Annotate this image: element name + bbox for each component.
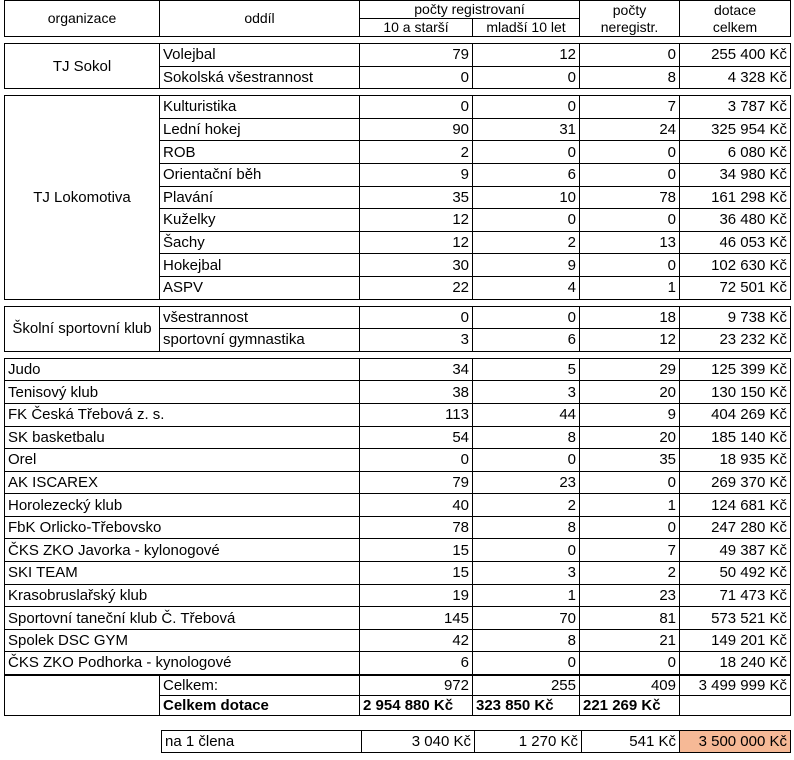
per-member-total: 3 500 000 Kč <box>680 731 791 753</box>
count-neregistr: 18 <box>580 306 680 329</box>
total-starsi: 972 <box>360 675 473 696</box>
subsidy-amount: 18 240 Kč <box>680 652 791 675</box>
subsidy-amount: 124 681 Kč <box>680 494 791 517</box>
count-mladsi: 3 <box>473 562 580 585</box>
header-neregistr <box>580 1 680 37</box>
subsidy-amount: 325 954 Kč <box>680 118 791 141</box>
count-starsi: 35 <box>360 186 473 209</box>
club-name: ČKS ZKO Javorka - kylonogové <box>5 539 360 562</box>
subsidy-amount: 247 280 Kč <box>680 516 791 539</box>
total-dotace-starsi: 2 954 880 Kč <box>360 695 473 715</box>
club-name: Tenisový klub <box>5 381 360 404</box>
section-name: Orientační běh <box>160 163 360 186</box>
count-mladsi: 8 <box>473 426 580 449</box>
count-neregistr: 78 <box>580 186 680 209</box>
total-dotace-neregistr: 221 269 Kč <box>580 695 680 715</box>
count-starsi: 3 <box>360 329 473 352</box>
count-neregistr: 2 <box>580 562 680 585</box>
count-neregistr: 20 <box>580 426 680 449</box>
table-row <box>5 381 791 404</box>
section-name: všestrannost <box>160 306 360 329</box>
header-dotace-line1: dotace <box>713 1 757 18</box>
count-mladsi: 1 <box>473 584 580 607</box>
totals-label: Celkem: <box>160 675 360 696</box>
count-neregistr: 9 <box>580 403 680 426</box>
count-starsi: 15 <box>360 562 473 585</box>
table-row <box>5 539 791 562</box>
table-row <box>5 306 791 329</box>
subsidy-amount: 130 150 Kč <box>680 381 791 404</box>
club-name: SKI TEAM <box>5 562 360 585</box>
count-neregistr: 20 <box>580 381 680 404</box>
count-neregistr: 0 <box>580 141 680 164</box>
count-starsi: 15 <box>360 539 473 562</box>
organization-name: Školní sportovní klub <box>5 306 160 351</box>
count-neregistr: 0 <box>580 44 680 67</box>
section-name: Hokejbal <box>160 254 360 277</box>
subsidy-amount: 18 935 Kč <box>680 449 791 472</box>
subsidy-amount: 9 738 Kč <box>680 306 791 329</box>
table-row <box>5 403 791 426</box>
club-name: AK ISCAREX <box>5 471 360 494</box>
count-mladsi: 44 <box>473 403 580 426</box>
total-dotace-mladsi: 323 850 Kč <box>473 695 580 715</box>
total-neregistr: 409 <box>580 675 680 696</box>
section-name: ROB <box>160 141 360 164</box>
subsidy-table <box>4 0 791 716</box>
subsidy-amount: 36 480 Kč <box>680 209 791 232</box>
subsidy-amount: 49 387 Kč <box>680 539 791 562</box>
table-row <box>5 516 791 539</box>
count-neregistr: 0 <box>580 163 680 186</box>
count-starsi: 2 <box>360 141 473 164</box>
subsidy-amount: 161 298 Kč <box>680 186 791 209</box>
count-starsi: 113 <box>360 403 473 426</box>
total-dotace: 3 499 999 Kč <box>680 675 791 696</box>
subsidy-amount: 149 201 Kč <box>680 629 791 652</box>
count-starsi: 12 <box>360 209 473 232</box>
table-row <box>5 629 791 652</box>
count-starsi: 54 <box>360 426 473 449</box>
count-neregistr: 7 <box>580 539 680 562</box>
count-starsi: 79 <box>360 44 473 67</box>
count-mladsi: 4 <box>473 276 580 299</box>
count-starsi: 78 <box>360 516 473 539</box>
header-neregistr-line1: počty <box>612 1 647 18</box>
per-member-table <box>161 730 791 753</box>
count-starsi: 19 <box>360 584 473 607</box>
count-starsi: 30 <box>360 254 473 277</box>
count-neregistr: 8 <box>580 66 680 89</box>
table-row <box>5 562 791 585</box>
subsidy-amount: 23 232 Kč <box>680 329 791 352</box>
count-mladsi: 0 <box>473 209 580 232</box>
totals-dotace-label: Celkem dotace <box>160 695 360 715</box>
count-mladsi: 0 <box>473 66 580 89</box>
count-mladsi: 0 <box>473 141 580 164</box>
section-name: sportovní gymnastika <box>160 329 360 352</box>
count-neregistr: 24 <box>580 118 680 141</box>
count-neregistr: 0 <box>580 209 680 232</box>
subsidy-amount: 404 269 Kč <box>680 403 791 426</box>
section-name: Sokolská všestrannost <box>160 66 360 89</box>
count-starsi: 42 <box>360 629 473 652</box>
header-dotace <box>680 1 791 37</box>
subsidy-amount: 3 787 Kč <box>680 96 791 119</box>
header-organizace: organizace <box>5 1 160 37</box>
count-mladsi: 8 <box>473 516 580 539</box>
club-name: Sportovní taneční klub Č. Třebová <box>5 607 360 630</box>
count-mladsi: 2 <box>473 494 580 517</box>
table-row <box>5 358 791 381</box>
count-neregistr: 21 <box>580 629 680 652</box>
per-member-starsi: 3 040 Kč <box>362 731 475 753</box>
subsidy-amount: 46 053 Kč <box>680 231 791 254</box>
subsidy-amount: 125 399 Kč <box>680 358 791 381</box>
section-name: Kuželky <box>160 209 360 232</box>
section-name: Šachy <box>160 231 360 254</box>
count-starsi: 90 <box>360 118 473 141</box>
count-mladsi: 6 <box>473 329 580 352</box>
count-starsi: 40 <box>360 494 473 517</box>
count-neregistr: 81 <box>580 607 680 630</box>
table-row <box>5 471 791 494</box>
count-neregistr: 0 <box>580 652 680 675</box>
section-name: ASPV <box>160 276 360 299</box>
subsidy-amount: 71 473 Kč <box>680 584 791 607</box>
count-neregistr: 23 <box>580 584 680 607</box>
count-starsi: 145 <box>360 607 473 630</box>
count-mladsi: 5 <box>473 358 580 381</box>
subsidy-amount: 102 630 Kč <box>680 254 791 277</box>
header-oddil: oddíl <box>160 1 360 37</box>
count-neregistr: 12 <box>580 329 680 352</box>
count-neregistr: 0 <box>580 516 680 539</box>
count-mladsi: 9 <box>473 254 580 277</box>
club-name: SK basketbalu <box>5 426 360 449</box>
table-row <box>5 449 791 472</box>
club-name: Judo <box>5 358 360 381</box>
totals-spacer <box>5 675 160 716</box>
table-row <box>5 44 791 67</box>
count-mladsi: 0 <box>473 449 580 472</box>
table-row <box>5 607 791 630</box>
club-name: Spolek DSC GYM <box>5 629 360 652</box>
count-neregistr: 35 <box>580 449 680 472</box>
count-starsi: 79 <box>360 471 473 494</box>
count-starsi: 0 <box>360 449 473 472</box>
count-mladsi: 6 <box>473 163 580 186</box>
subsidy-amount: 185 140 Kč <box>680 426 791 449</box>
subsidy-amount: 72 501 Kč <box>680 276 791 299</box>
section-name: Plavání <box>160 186 360 209</box>
header-neregistr-line2: neregistr. <box>600 18 659 35</box>
subsidy-amount: 255 400 Kč <box>680 44 791 67</box>
count-starsi: 34 <box>360 358 473 381</box>
count-starsi: 0 <box>360 66 473 89</box>
table-row <box>5 652 791 675</box>
count-mladsi: 3 <box>473 381 580 404</box>
count-starsi: 38 <box>360 381 473 404</box>
count-mladsi: 31 <box>473 118 580 141</box>
count-starsi: 0 <box>360 96 473 119</box>
table-row <box>5 96 791 119</box>
section-name: Lední hokej <box>160 118 360 141</box>
count-mladsi: 2 <box>473 231 580 254</box>
count-starsi: 0 <box>360 306 473 329</box>
section-name: Kulturistika <box>160 96 360 119</box>
per-member-label: na 1 člena <box>162 731 362 753</box>
subsidy-amount: 573 521 Kč <box>680 607 791 630</box>
count-neregistr: 29 <box>580 358 680 381</box>
subsidy-amount: 34 980 Kč <box>680 163 791 186</box>
count-starsi: 22 <box>360 276 473 299</box>
count-neregistr: 1 <box>580 494 680 517</box>
count-mladsi: 10 <box>473 186 580 209</box>
subsidy-amount: 4 328 Kč <box>680 66 791 89</box>
per-member-neregistr: 541 Kč <box>582 731 680 753</box>
count-starsi: 12 <box>360 231 473 254</box>
header-starsi: 10 a starší <box>360 19 473 37</box>
per-member-mladsi: 1 270 Kč <box>475 731 582 753</box>
club-name: FK Česká Třebová z. s. <box>5 403 360 426</box>
organization-name: TJ Lokomotiva <box>5 96 160 299</box>
club-name: Orel <box>5 449 360 472</box>
organization-name: TJ Sokol <box>5 44 160 89</box>
count-mladsi: 0 <box>473 96 580 119</box>
subsidy-amount: 269 370 Kč <box>680 471 791 494</box>
total-mladsi: 255 <box>473 675 580 696</box>
subsidy-amount: 50 492 Kč <box>680 562 791 585</box>
count-mladsi: 12 <box>473 44 580 67</box>
count-mladsi: 0 <box>473 306 580 329</box>
header-mladsi: mladší 10 let <box>473 19 580 37</box>
header-dotace-line2: celkem <box>712 18 758 35</box>
table-row <box>5 426 791 449</box>
table-row <box>5 584 791 607</box>
section-name: Volejbal <box>160 44 360 67</box>
header-pocty-registrovani: počty registrovaní <box>360 1 580 19</box>
table-row <box>5 494 791 517</box>
count-mladsi: 0 <box>473 652 580 675</box>
count-mladsi: 8 <box>473 629 580 652</box>
club-name: ČKS ZKO Podhorka - kynologové <box>5 652 360 675</box>
count-neregistr: 0 <box>580 254 680 277</box>
total-dotace-empty <box>680 695 791 715</box>
count-neregistr: 7 <box>580 96 680 119</box>
count-starsi: 9 <box>360 163 473 186</box>
count-neregistr: 13 <box>580 231 680 254</box>
count-mladsi: 23 <box>473 471 580 494</box>
club-name: Krasobruslařský klub <box>5 584 360 607</box>
count-neregistr: 1 <box>580 276 680 299</box>
club-name: Horolezecký klub <box>5 494 360 517</box>
count-mladsi: 0 <box>473 539 580 562</box>
count-neregistr: 0 <box>580 471 680 494</box>
club-name: FbK Orlicko-Třebovsko <box>5 516 360 539</box>
totals-row <box>5 675 791 696</box>
count-mladsi: 70 <box>473 607 580 630</box>
subsidy-amount: 6 080 Kč <box>680 141 791 164</box>
count-starsi: 6 <box>360 652 473 675</box>
